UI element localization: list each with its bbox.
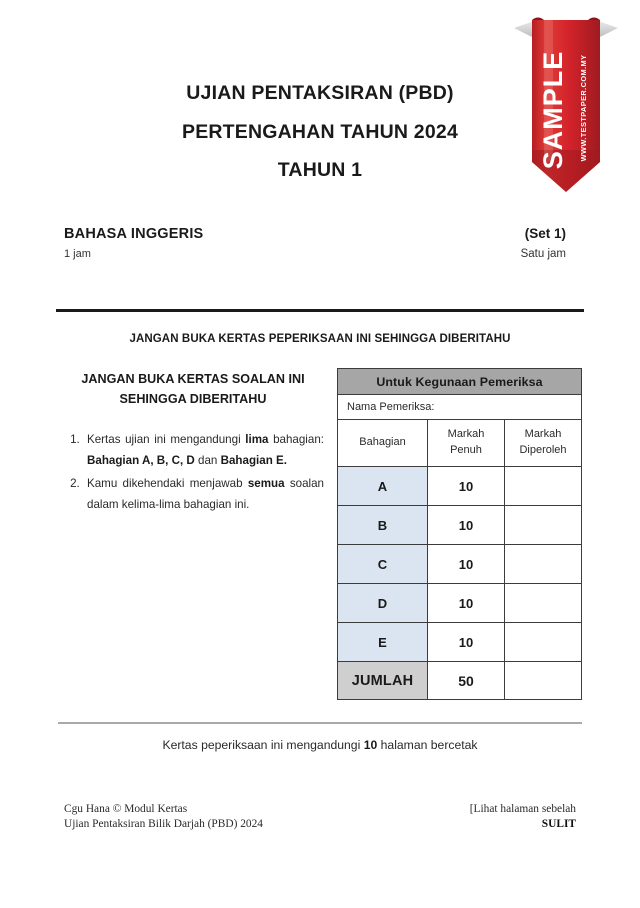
page-count-value: 10 (363, 738, 378, 752)
ribbon-fold-right (598, 21, 618, 38)
obtained-marks-a[interactable] (505, 467, 582, 506)
instruction-1-part-1: Kertas ujian ini mengandungi (87, 433, 246, 447)
table-row-total (338, 662, 582, 700)
column-header-markah-diperoleh-line1: Markah (524, 428, 562, 441)
column-header-markah-penuh (428, 420, 505, 467)
title-line-1: UJIAN PENTAKSIRAN (PBD) (186, 82, 454, 104)
total-label: JUMLAH (338, 662, 428, 700)
column-header-bahagian (338, 420, 428, 467)
instruction-2-part-2: semua (247, 476, 285, 490)
divider-thick-top (56, 309, 584, 312)
table-row-column-headers (338, 420, 582, 467)
examiner-marks-table (337, 368, 582, 700)
total-obtained-marks[interactable] (505, 662, 582, 700)
full-marks-e: 10 (428, 623, 505, 662)
obtained-marks-c[interactable] (505, 545, 582, 584)
instruction-item-2 (83, 473, 324, 516)
instruction-1-part-6: Bahagian E. (220, 454, 287, 468)
instruction-2-part-3: soalan dalam kelima-lima bahagian ini. (87, 476, 324, 512)
footer-credit-line-1: Cgu Hana © Modul Kertas (64, 803, 188, 815)
section-label-a: A (338, 467, 428, 506)
instruction-2-part-1: Kamu dikehendaki menjawab (87, 476, 248, 490)
ribbon-sample-text: SAMPLE (538, 50, 568, 170)
instruction-1-part-3: bahagian: (268, 433, 324, 447)
instruction-item-1 (83, 429, 324, 472)
table-row (338, 545, 582, 584)
column-header-markah-penuh-line2: Penuh (450, 444, 482, 456)
instructions-heading (62, 370, 324, 409)
column-header-markah-diperoleh (505, 420, 582, 467)
instruction-1-part-4: Bahagian A, B, C, D (87, 454, 195, 468)
instruction-1-part-5: dan (194, 454, 221, 468)
exam-notice: JANGAN BUKA KERTAS PEPERIKSAAN INI SEHINGGA DIBERITAHU (129, 333, 511, 345)
ribbon-fold-left (514, 21, 534, 38)
instructions-heading-line-1: JANGAN BUKA KERTAS SOALAN INI (81, 372, 305, 386)
full-marks-a: 10 (428, 467, 505, 506)
obtained-marks-b[interactable] (505, 506, 582, 545)
instruction-1-part-2: lima (245, 433, 269, 447)
obtained-marks-d[interactable] (505, 584, 582, 623)
footer-turn-page-note: [Lihat halaman sebelah (469, 803, 576, 815)
subject-duration-words: Satu jam (520, 248, 566, 260)
obtained-marks-e[interactable] (505, 623, 582, 662)
marks-table-title: Untuk Kegunaan Pemeriksa (338, 369, 582, 395)
title-line-2: PERTENGAHAN TAHUN 2024 (181, 120, 458, 143)
divider-thin-bottom (58, 722, 582, 724)
table-row (338, 623, 582, 662)
sample-ribbon (506, 12, 626, 202)
instructions-panel (62, 370, 324, 517)
section-label-e: E (338, 623, 428, 662)
page-footer (64, 802, 576, 832)
full-marks-d: 10 (428, 584, 505, 623)
subject-right-group (521, 226, 566, 260)
column-header-markah-penuh-line1: Markah (447, 428, 485, 441)
title-line-3: TAHUN 1 (277, 159, 363, 181)
footer-right (470, 802, 576, 832)
set-label: (Set 1) (524, 226, 566, 241)
footer-sulit-label: SULIT (541, 818, 576, 831)
instructions-list (62, 429, 324, 516)
subject-row (64, 226, 566, 260)
page-count-note (0, 738, 640, 752)
section-label-d: D (338, 584, 428, 623)
table-row-title (338, 369, 582, 395)
full-marks-b: 10 (428, 506, 505, 545)
page-count-prefix: Kertas peperiksaan ini mengandungi (162, 738, 364, 752)
total-full-marks: 50 (428, 662, 505, 700)
section-label-c: C (338, 545, 428, 584)
footer-left (64, 802, 263, 832)
subject-duration-short: 1 jam (64, 248, 91, 260)
footer-credit-line-2: Ujian Pentaksiran Bilik Darjah (PBD) 2024 (64, 818, 263, 831)
column-header-markah-diperoleh-line2: Diperoleh (519, 444, 567, 456)
table-row (338, 506, 582, 545)
table-row (338, 584, 582, 623)
ribbon-url-text: WWW.TESTPAPER.COM.MY (579, 54, 588, 162)
column-header-bahagian-line1: Bahagian (359, 436, 406, 449)
examiner-name-label[interactable]: Nama Pemeriksa: (338, 395, 582, 420)
subject-left-group (64, 226, 203, 260)
page-count-suffix: halaman bercetak (377, 738, 478, 752)
subject-name: BAHASA INGGERIS (64, 226, 204, 242)
full-marks-c: 10 (428, 545, 505, 584)
section-label-b: B (338, 506, 428, 545)
instructions-heading-line-2: SEHINGGA DIBERITAHU (119, 391, 267, 406)
table-row-examiner-name (338, 395, 582, 420)
table-row (338, 467, 582, 506)
